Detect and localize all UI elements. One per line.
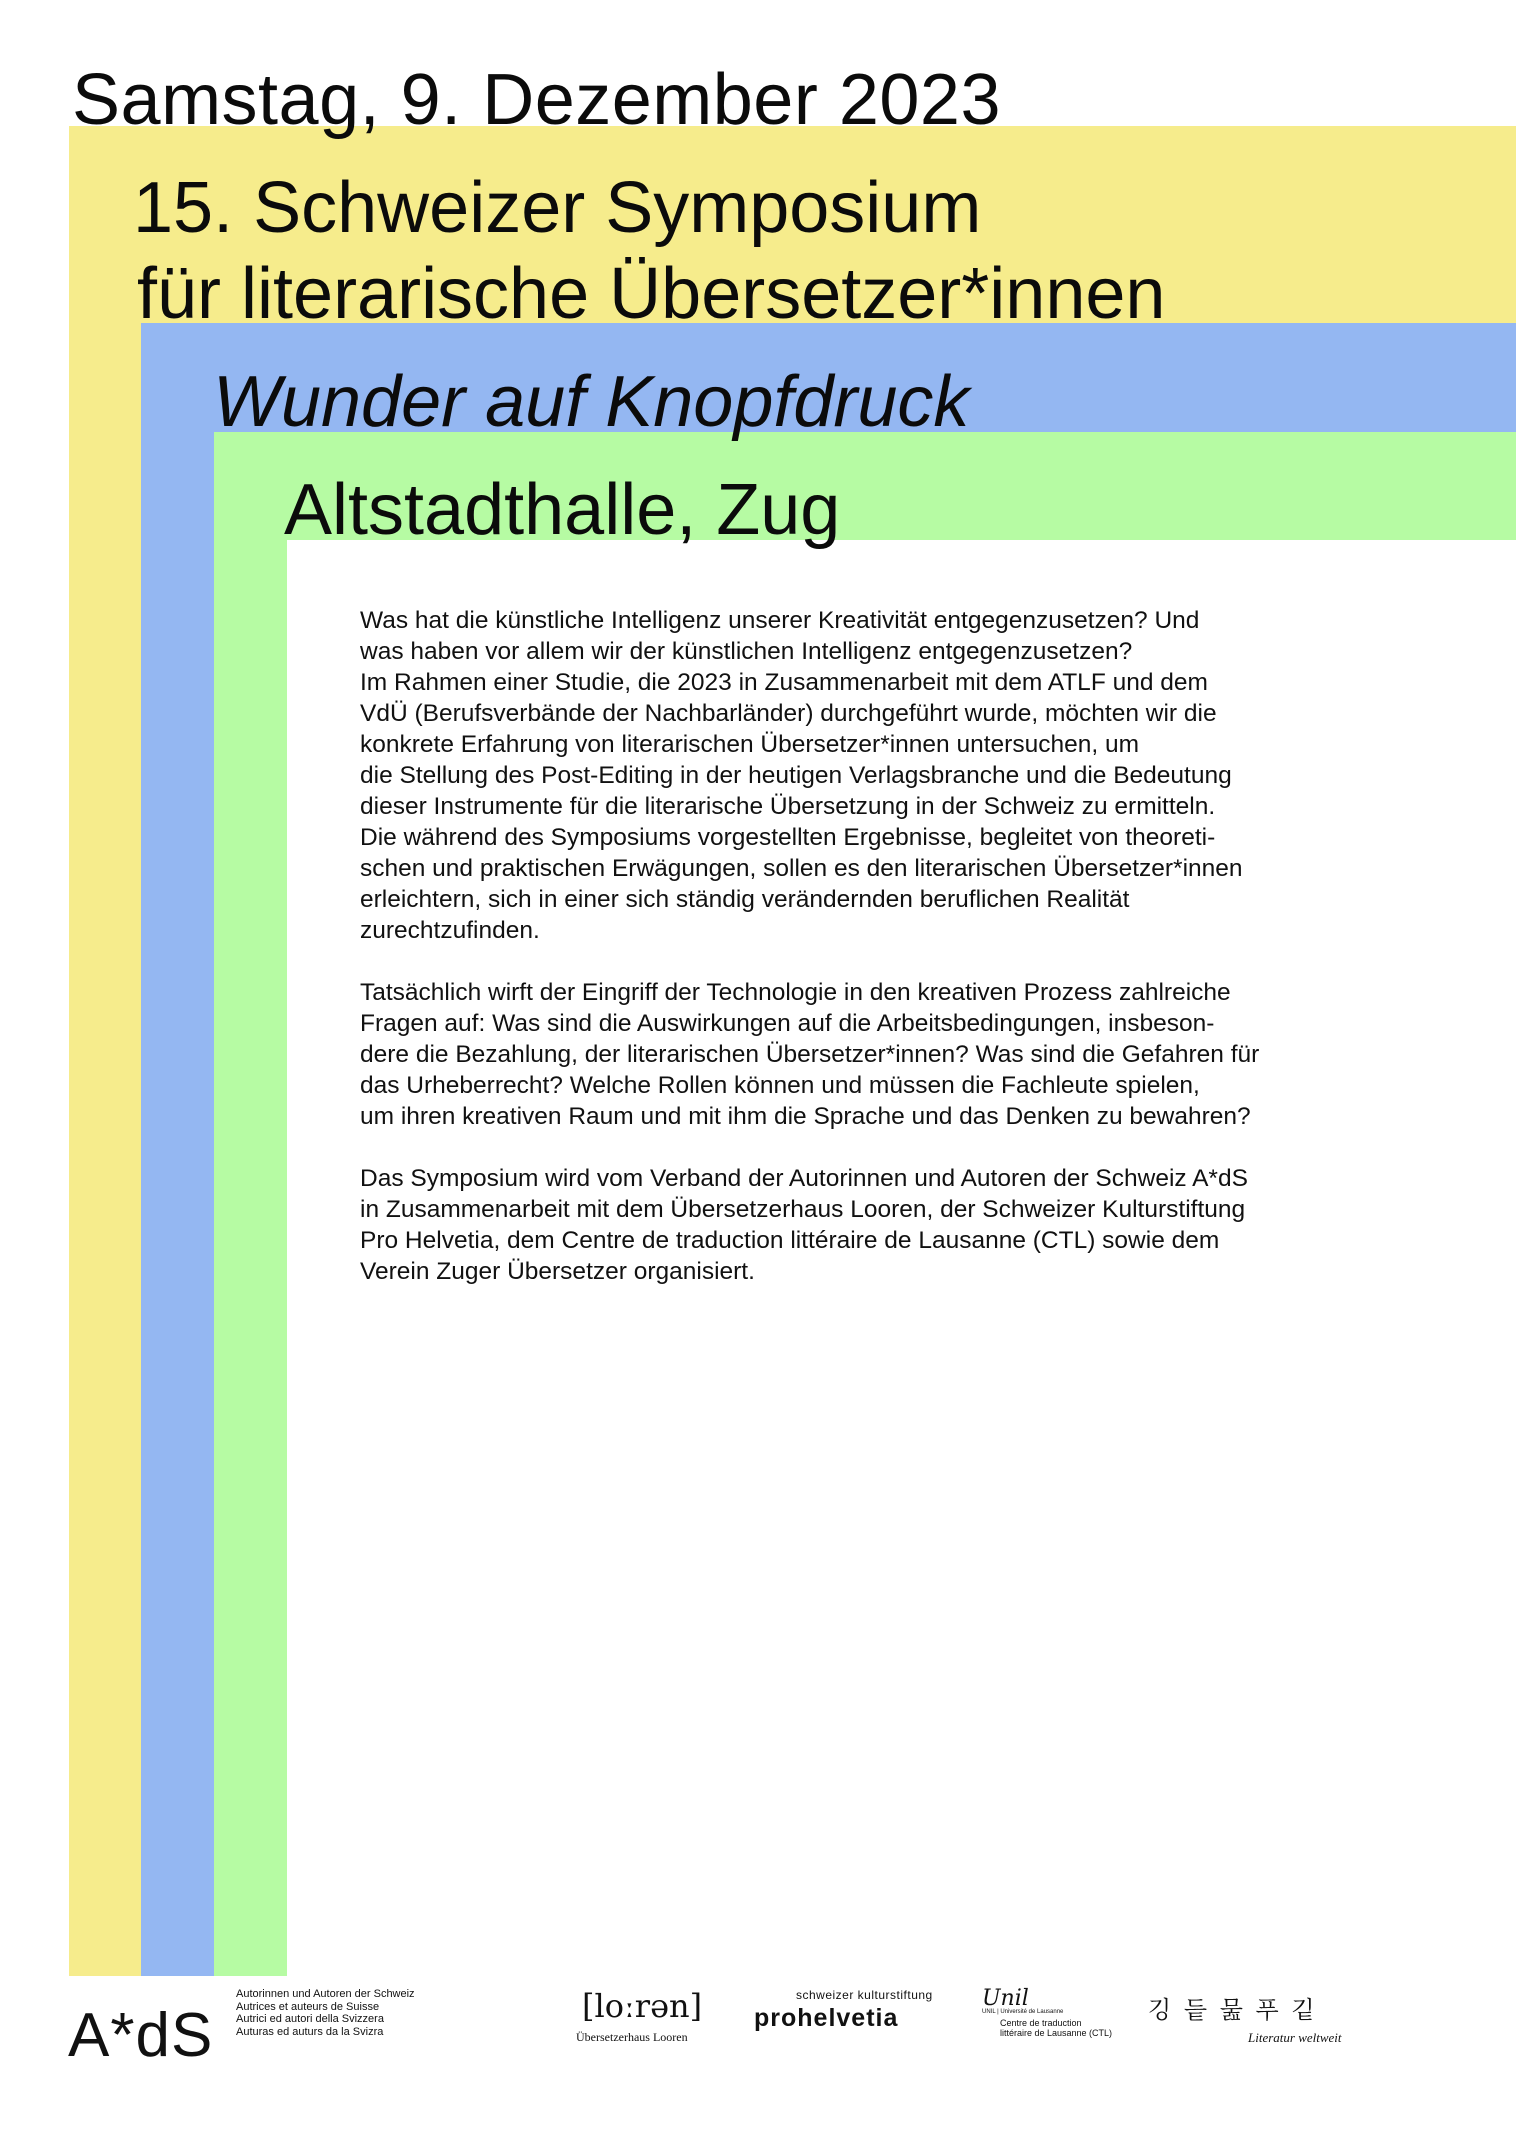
prohelvetia-tagline: schweizer kulturstiftung — [796, 1988, 933, 2002]
body-text — [360, 605, 1360, 1318]
ads-organization-names: Autorinnen und Autoren der Schweiz Autrices et auteurs de Suisse Autrici ed autori della Svizzera Auturas ed auturs da la Svizra — [236, 1988, 415, 2038]
unil-caption: UNIL | Université de Lausanne — [982, 2009, 1064, 2015]
ads-logo: A*dS — [68, 2001, 214, 2070]
title-line-2: für literarische Übersetzer*innen — [137, 254, 1166, 334]
literatur-weltweit-logo: 깅 듵 뭂 푸 깉 — [1148, 1997, 1318, 2024]
looren-name: Übersetzerhaus Looren — [576, 2030, 688, 2044]
unil-logo: Unil — [982, 1986, 1029, 2011]
paragraph-questions: Tatsächlich wirft der Eingriff der Technologie in den kreativen Prozess zahlreiche Fragen auf: Was sind die Auswirkungen auf die Arbeitsbedingungen, insbeson- dere die Bezahlung, der literarischen Übersetzer*innen? Was sind die Gefahren für das Urheberrecht? Welche Rollen können und müssen die Fachleute spielen, um ihren kreativen Raum und mit ihm die Sprache und das Denken zu bewahren? — [360, 979, 1260, 1130]
literatur-weltweit-text: Literatur weltweit — [1248, 2030, 1342, 2045]
title-line-1: 15. Schweizer Symposium — [133, 168, 982, 248]
venue: Altstadthalle, Zug — [284, 470, 841, 550]
prohelvetia-logo: prohelvetia — [754, 2004, 899, 2032]
looren-logo: [loːrən] — [582, 1987, 703, 2025]
ctl-name: Centre de traduction littéraire de Lausanne (CTL) — [1000, 2018, 1113, 2038]
symposium-subtitle: Wunder auf Knopfdruck — [213, 362, 970, 442]
paragraph-intro: Was hat die künstliche Intelligenz unserer Kreativität entgegenzusetzen? Und was haben vor allem wir der künstlichen Intelligenz entgegenzusetzen? Im Rahmen einer Studie, die 2023 in Zusammenarbeit mit dem ATLF und dem VdÜ (Berufsverbände der Nachbarländer) durchgeführt wurde, möchten wir die konkrete Erfahrung von literarischen Übersetzer*innen untersuchen, um die Stellung des Post-Editing in der heutigen Verlagsbranche und die Bedeutung dieser Instrumente für die literarische Übersetzung in der Schweiz zu ermitteln. Die während des Symposiums vorgestellten Ergebnisse, begleitet von theoreti- schen und praktischen Erwägungen, sollen es den literarischen Übersetzer*innen erleichtern, sich in einer sich ständig verändernden beruflichen Realität zurechtzufinden. — [360, 607, 1243, 944]
paragraph-organizers: Das Symposium wird vom Verband der Autorinnen und Autoren der Schweiz A*dS in Zusammenarbeit mit dem Übersetzerhaus Looren, der Schweizer Kulturstiftung Pro Helvetia, dem Centre de traduction littéraire de Lausanne (CTL) sowie dem Verein Zuger Übersetzer organisiert. — [360, 1165, 1248, 1285]
event-date: Samstag, 9. Dezember 2023 — [72, 60, 1001, 140]
